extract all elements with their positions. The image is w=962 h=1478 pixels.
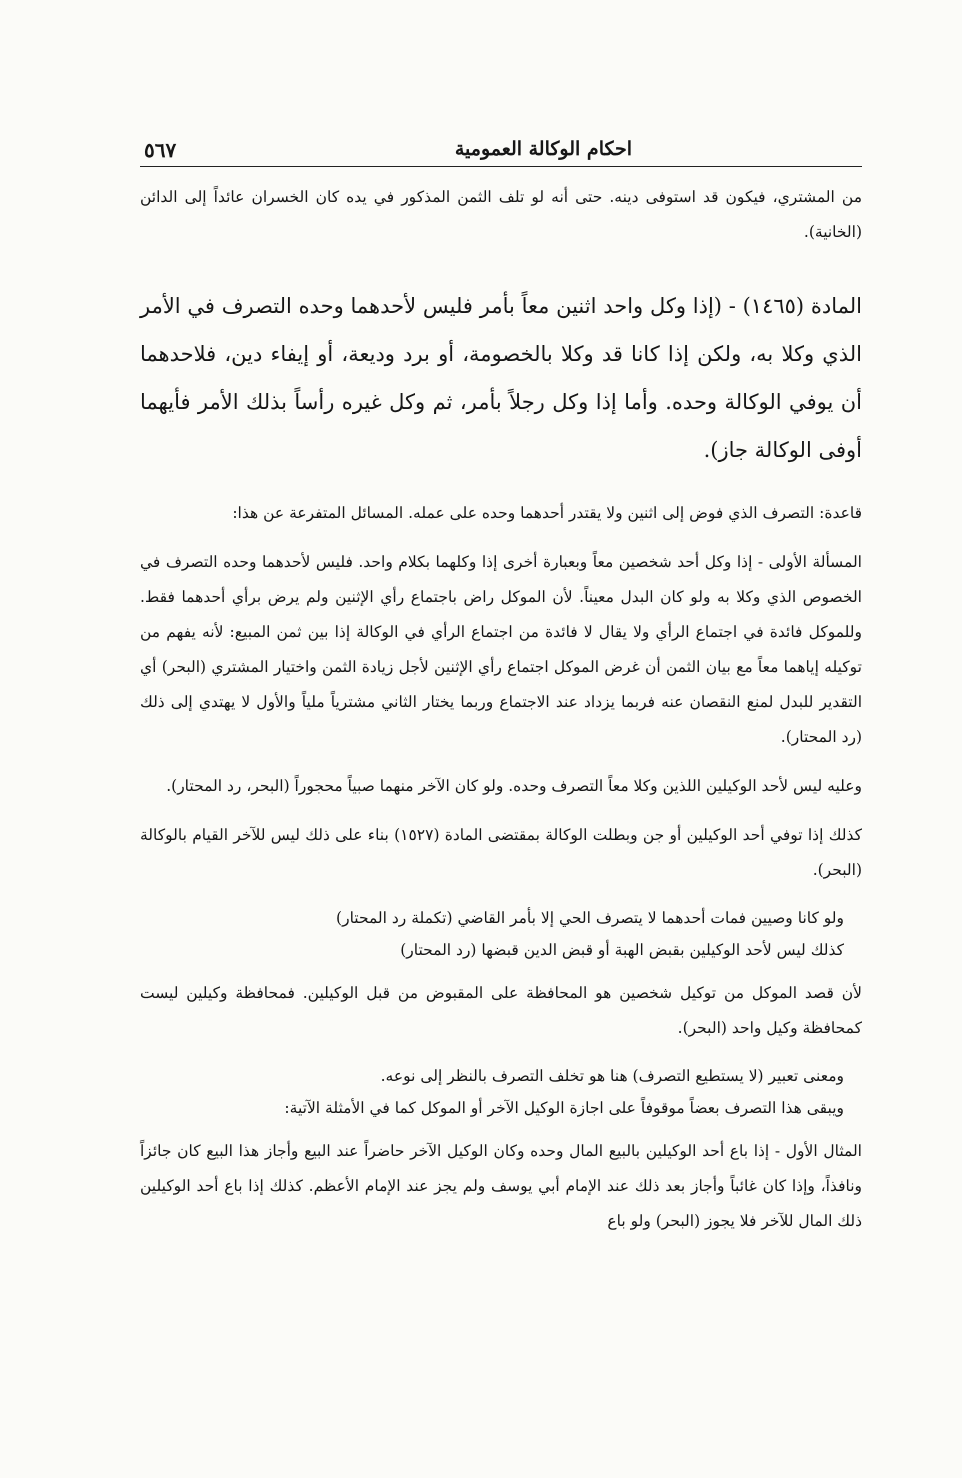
paragraph-because: لأن قصد الموكل من توكيل شخصين هو المحافظة على المقبوض من قبل الوكيلين. فمحافظة وكيلين ليست كمحافظة وكيل واحد (البحر). [140, 984, 862, 1037]
page-number: ٥٦٧ [144, 138, 177, 162]
page-body [140, 180, 862, 1253]
paragraph-accordingly: وعليه ليس لأحد الوكيلين اللذين وكلا معاً التصرف وحده. ولو كان الآخر منهما صبياً محجوراً (البحر، رد المحتار). [166, 777, 862, 795]
article-1465: المادة (١٤٦٥) - (إذا وكل واحد اثنين معاً بأمر فليس لأحدهما وحده التصرف في الأمر الذي وكلا به، ولكن إذا كانا قد وكلا بالخصومة، أو برد وديعة، أو إيفاء دين، فلاحدهما أن يوفي الوكالة وحده. وأما إذا وكل رجلاً بأمر، ثم وكل غيره رأساً بذلك الأمر فأيهما أوفى الوكالة جاز). [140, 294, 863, 462]
line-remains: ويبقى هذا التصرف بعضاً موقوفاً على اجازة الوكيل الآخر أو الموكل كما في الأمثلة الآتية: [284, 1099, 844, 1117]
first-issue-paragraph: المسألة الأولى - إذا وكل أحد شخصين معاً وبعبارة أخرى إذا وكلهما بكلام واحد. فليس لأحدهما وحده التصرف في الخصوص الذي وكلا به ولو كان البدل معيناً. لأن الموكل راض باجتماع رأي الإثنين ولم يرض برأي أحدهما فقط. وللموكل فائدة في اجتماع الرأي ولا يقال لا فائدة من اجتماع الرأي في الوكالة إذا بين ثمن المبيع: لأنه يفهم من توكيله إياهما معاً مع بيان الثمن أن غرض الموكل اجتماع رأي الإثنين لأجل زيادة الثمن واختيار المشتري (البحر) أي التقدير للبدل لمنع النقصان عنه فربما يزداد عند الاجتماع وربما يختار الثاني مشترياً ملياً والأول لا يهتدي إلى ذلك (رد المحتار). [140, 553, 862, 746]
paragraph-likewise: كذلك إذا توفي أحد الوكيلين أو جن وبطلت الوكالة بمقتضى المادة (١٥٢٧) بناء على ذلك ليس للآخر القيام بالوكالة (البحر). [140, 826, 862, 879]
rule-paragraph: قاعدة: التصرف الذي فوض إلى اثنين ولا يقتدر أحدهما وحده على عمله. المسائل المتفرعة عن هذا: [232, 504, 862, 522]
line-meaning: ومعنى تعبير (لا يستطيع التصرف) هنا هو تخلف التصرف بالنظر إلى نوعه. [380, 1067, 844, 1085]
executors-block [140, 902, 862, 966]
meaning-block [140, 1060, 862, 1124]
line-gift-receipt: كذلك ليس لأحد الوكيلين بقبض الهبة أو قبض الدين قبضها (رد المحتار) [400, 941, 844, 959]
header-title: احكام الوكالة العمومية [454, 138, 632, 160]
example-one-paragraph: المثال الأول - إذا باع أحد الوكيلين بالبيع المال وحده وكان الوكيل الآخر حاضراً عند البيع وأجاز هذا البيع كان جائزاً ونافذاً، وإذا كان غائباً وأجاز بعد ذلك عند الإمام أبي يوسف ولم يجز عند الإمام الأعظم. كذلك إذا باع أحد الوكيلين ذلك المال للآخر فلا يجوز (البحر) ولو باع [140, 1142, 862, 1230]
running-header [140, 138, 862, 167]
line-executors: ولو كانا وصيين فمات أحدهما لا يتصرف الحي إلا بأمر القاضي (تكملة رد المحتار) [336, 909, 844, 927]
paragraph-continuation: من المشتري، فيكون قد استوفى دينه. حتى أنه لو تلف الثمن المذكور في يده كان الخسران عائداً إلى الدائن (الخانية). [140, 188, 862, 241]
